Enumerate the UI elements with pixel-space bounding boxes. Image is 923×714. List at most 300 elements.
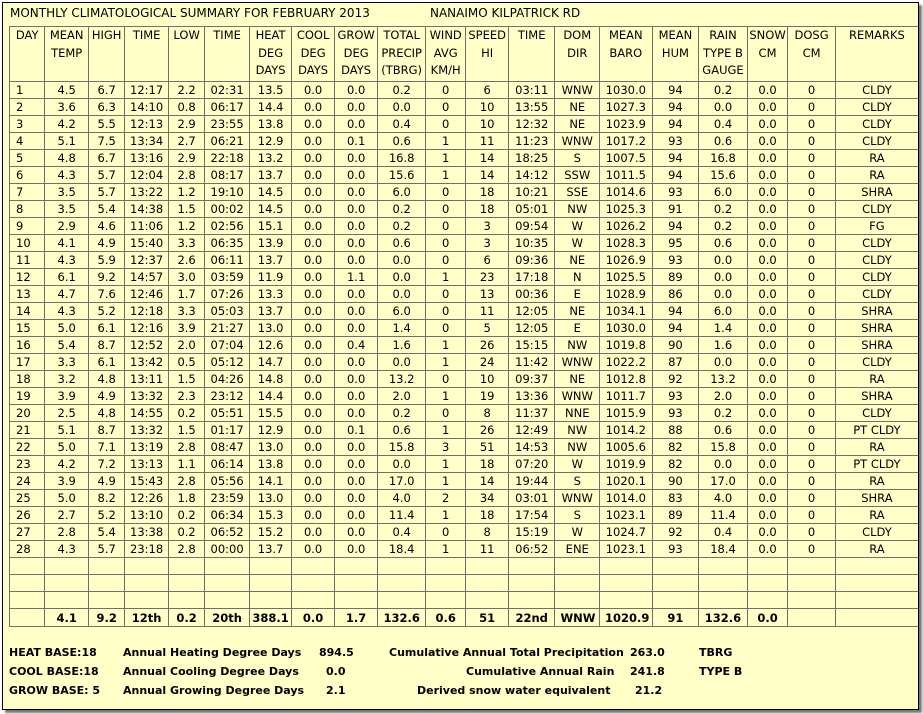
precip-unit: TBRG xyxy=(699,646,733,659)
table-cell: CLDY xyxy=(835,133,918,150)
table-cell: 2.0 xyxy=(699,388,748,405)
table-cell xyxy=(835,558,918,575)
table-cell: 7.2 xyxy=(88,456,124,473)
table-row xyxy=(10,99,919,116)
table-cell: 0 xyxy=(788,524,836,541)
table-cell: WNW xyxy=(555,133,600,150)
table-cell: 12:18 xyxy=(125,303,169,320)
table-cell: 1.5 xyxy=(168,422,204,439)
table-cell xyxy=(125,592,169,609)
table-cell: 18:25 xyxy=(508,150,555,167)
table-cell: 11:42 xyxy=(508,354,555,371)
table-cell: 7.5 xyxy=(88,133,124,150)
table-cell: 0 xyxy=(788,473,836,490)
table-cell: 13.2 xyxy=(378,371,426,388)
table-cell: 0.0 xyxy=(747,150,787,167)
table-cell: 5.7 xyxy=(88,167,124,184)
table-cell: 1 xyxy=(425,422,465,439)
table-cell xyxy=(45,575,89,592)
table-cell: 4.3 xyxy=(45,303,89,320)
table-cell: S xyxy=(555,150,600,167)
table-cell: 93 xyxy=(652,252,699,269)
table-cell xyxy=(747,558,787,575)
table-cell: 0.0 xyxy=(334,116,378,133)
table-cell: 18 xyxy=(466,507,509,524)
table-cell xyxy=(788,592,836,609)
table-cell: 1 xyxy=(425,456,465,473)
table-cell xyxy=(334,558,378,575)
table-cell: 0.0 xyxy=(747,524,787,541)
table-row xyxy=(10,422,919,439)
table-cell: 0 xyxy=(788,150,836,167)
table-row xyxy=(10,456,919,473)
table-cell xyxy=(699,592,748,609)
table-cell: 0 xyxy=(788,439,836,456)
table-cell: 3.3 xyxy=(45,354,89,371)
table-cell: 03:11 xyxy=(508,82,555,99)
table-cell: 4.9 xyxy=(88,388,124,405)
table-cell: 0 xyxy=(788,269,836,286)
table-cell xyxy=(466,592,509,609)
table-cell xyxy=(292,592,335,609)
table-row xyxy=(10,269,919,286)
table-cell: 22:18 xyxy=(205,150,250,167)
table-cell: E xyxy=(555,286,600,303)
table-cell: 5.0 xyxy=(45,320,89,337)
table-cell: 1030.0 xyxy=(600,320,653,337)
table-cell xyxy=(334,575,378,592)
table-row xyxy=(10,286,919,303)
table-cell: 11 xyxy=(466,303,509,320)
table-cell: 8 xyxy=(466,405,509,422)
table-cell: 0.0 xyxy=(292,320,335,337)
table-cell: NW xyxy=(555,201,600,218)
table-cell: 83 xyxy=(652,490,699,507)
total-cell: 132.6 xyxy=(699,609,748,627)
table-cell: 17:18 xyxy=(508,269,555,286)
table-cell: 0.0 xyxy=(292,490,335,507)
table-cell: 14:38 xyxy=(125,201,169,218)
table-cell: 4.5 xyxy=(45,82,89,99)
table-cell: 12 xyxy=(10,269,45,286)
total-cell: 51 xyxy=(466,609,509,627)
table-cell xyxy=(835,592,918,609)
table-cell: 13:13 xyxy=(125,456,169,473)
table-cell: 5.0 xyxy=(45,490,89,507)
table-cell: 4.0 xyxy=(378,490,426,507)
table-cell: 17:54 xyxy=(508,507,555,524)
table-cell: 90 xyxy=(652,473,699,490)
table-cell: 13:32 xyxy=(125,388,169,405)
table-cell: 0.0 xyxy=(334,371,378,388)
table-cell: CLDY xyxy=(835,252,918,269)
table-cell: 12:49 xyxy=(508,422,555,439)
table-cell: 0.0 xyxy=(292,218,335,235)
table-cell: WNW xyxy=(555,388,600,405)
table-cell: 7 xyxy=(10,184,45,201)
table-cell: 1011.5 xyxy=(600,167,653,184)
table-cell: 4.9 xyxy=(88,235,124,252)
table-cell: 2 xyxy=(10,99,45,116)
table-cell: 23:18 xyxy=(125,541,169,558)
table-cell: 3.2 xyxy=(45,371,89,388)
table-cell: 1024.7 xyxy=(600,524,653,541)
table-cell: 14 xyxy=(466,150,509,167)
table-cell: 0 xyxy=(425,116,465,133)
table-cell: 0.0 xyxy=(699,354,748,371)
table-cell: 1015.9 xyxy=(600,405,653,422)
table-cell: 1.8 xyxy=(168,490,204,507)
table-cell: 1023.1 xyxy=(600,507,653,524)
table-cell: 6.0 xyxy=(378,184,426,201)
table-cell: 11.4 xyxy=(378,507,426,524)
table-cell: 5.1 xyxy=(45,133,89,150)
heat-degree-label: Annual Heating Degree Days xyxy=(123,646,302,659)
table-cell: 1014.6 xyxy=(600,184,653,201)
table-cell: 0.0 xyxy=(292,371,335,388)
table-cell: 0.0 xyxy=(334,99,378,116)
total-cell: WNW xyxy=(555,609,600,627)
table-row xyxy=(10,116,919,133)
table-cell xyxy=(600,575,653,592)
table-cell: 2.9 xyxy=(168,150,204,167)
table-cell: 13.7 xyxy=(249,541,292,558)
table-cell: 12.9 xyxy=(249,422,292,439)
table-cell: 4.3 xyxy=(45,167,89,184)
table-cell: 0.0 xyxy=(747,439,787,456)
total-cell: 388.1 xyxy=(249,609,292,627)
table-cell: 0 xyxy=(425,201,465,218)
table-cell: 07:04 xyxy=(205,337,250,354)
table-cell: 4.0 xyxy=(699,490,748,507)
table-cell: 1 xyxy=(10,82,45,99)
table-cell: 15.2 xyxy=(249,524,292,541)
table-cell: 0 xyxy=(788,303,836,320)
table-cell: 0.0 xyxy=(747,116,787,133)
table-cell: 94 xyxy=(652,320,699,337)
table-cell: 06:21 xyxy=(205,133,250,150)
table-cell: 0 xyxy=(788,388,836,405)
column-header: DOM DIR xyxy=(555,27,600,82)
table-cell: 12:52 xyxy=(125,337,169,354)
table-cell: RA xyxy=(835,541,918,558)
table-cell: 09:36 xyxy=(508,252,555,269)
table-cell xyxy=(334,592,378,609)
table-cell: 86 xyxy=(652,286,699,303)
table-cell: 07:26 xyxy=(205,286,250,303)
table-cell: 15.8 xyxy=(378,439,426,456)
table-cell: 14:10 xyxy=(125,99,169,116)
totals-row xyxy=(10,609,919,627)
table-cell: 0.0 xyxy=(292,116,335,133)
table-cell: 00:36 xyxy=(508,286,555,303)
table-cell: CLDY xyxy=(835,405,918,422)
total-cell xyxy=(10,609,45,627)
table-cell xyxy=(88,575,124,592)
table-cell: 13.9 xyxy=(249,235,292,252)
total-cell: 12th xyxy=(125,609,169,627)
table-cell: 10:21 xyxy=(508,184,555,201)
table-cell xyxy=(425,575,465,592)
heat-base: HEAT BASE:18 xyxy=(9,646,97,659)
total-cell: 1020.9 xyxy=(600,609,653,627)
table-cell: 0 xyxy=(788,167,836,184)
table-cell: 0.0 xyxy=(334,541,378,558)
total-cell: 20th xyxy=(205,609,250,627)
table-cell: 0.0 xyxy=(747,286,787,303)
table-cell: RA xyxy=(835,439,918,456)
table-cell: 12:04 xyxy=(125,167,169,184)
table-cell: 26 xyxy=(466,337,509,354)
table-cell: 0.0 xyxy=(747,354,787,371)
table-cell: 0.0 xyxy=(334,388,378,405)
table-cell: 5.0 xyxy=(45,439,89,456)
table-cell: SHRA xyxy=(835,184,918,201)
table-cell xyxy=(205,592,250,609)
table-cell: 4.3 xyxy=(45,541,89,558)
table-cell: 3.9 xyxy=(168,320,204,337)
table-cell: NE xyxy=(555,116,600,133)
table-cell: 1.6 xyxy=(699,337,748,354)
table-row xyxy=(10,218,919,235)
table-cell: W xyxy=(555,235,600,252)
table-cell: 16.8 xyxy=(378,150,426,167)
column-header: WIND AVG KM/H xyxy=(425,27,465,82)
column-header: GROW DEG DAYS xyxy=(334,27,378,82)
table-cell: 0.0 xyxy=(747,541,787,558)
table-cell: 22 xyxy=(10,439,45,456)
table-cell: 06:11 xyxy=(205,252,250,269)
table-cell: 13.0 xyxy=(249,320,292,337)
table-cell: 94 xyxy=(652,218,699,235)
table-cell: 5.4 xyxy=(45,337,89,354)
table-row xyxy=(10,371,919,388)
table-cell: NE xyxy=(555,303,600,320)
table-cell: 0.0 xyxy=(334,303,378,320)
table-cell: 51 xyxy=(466,439,509,456)
table-cell xyxy=(378,575,426,592)
table-cell xyxy=(45,558,89,575)
table-cell: 92 xyxy=(652,524,699,541)
table-cell xyxy=(835,575,918,592)
table-cell: 11:37 xyxy=(508,405,555,422)
table-cell xyxy=(45,592,89,609)
table-cell: 13:34 xyxy=(125,133,169,150)
column-header: COOL DEG DAYS xyxy=(292,27,335,82)
table-cell: 91 xyxy=(652,201,699,218)
table-cell xyxy=(125,558,169,575)
cool-degree-label: Annual Cooling Degree Days xyxy=(123,665,299,678)
table-cell: N xyxy=(555,269,600,286)
table-cell: 13.8 xyxy=(249,456,292,473)
blank-row xyxy=(10,592,919,609)
table-cell: NW xyxy=(555,439,600,456)
total-cell: 9.2 xyxy=(88,609,124,627)
table-cell xyxy=(249,592,292,609)
table-cell: 12:13 xyxy=(125,116,169,133)
table-cell: 00:02 xyxy=(205,201,250,218)
table-cell: RA xyxy=(835,371,918,388)
table-cell: 7.6 xyxy=(88,286,124,303)
table-cell: 04:26 xyxy=(205,371,250,388)
table-cell: 05:01 xyxy=(508,201,555,218)
table-cell: 13:36 xyxy=(508,388,555,405)
table-cell: 23 xyxy=(10,456,45,473)
table-cell: 1023.9 xyxy=(600,116,653,133)
table-cell: 93 xyxy=(652,388,699,405)
table-cell: 8.7 xyxy=(88,337,124,354)
table-row xyxy=(10,82,919,99)
table-cell: 1028.9 xyxy=(600,286,653,303)
table-cell: 0.0 xyxy=(747,133,787,150)
table-cell: 05:56 xyxy=(205,473,250,490)
table-cell: RA xyxy=(835,507,918,524)
grow-degree-value: 2.1 xyxy=(326,684,346,697)
table-cell: 11.4 xyxy=(699,507,748,524)
table-cell: 15.1 xyxy=(249,218,292,235)
table-cell xyxy=(88,592,124,609)
table-cell: 3.9 xyxy=(45,473,89,490)
table-cell xyxy=(699,558,748,575)
table-cell xyxy=(555,575,600,592)
column-header: MEAN BARO xyxy=(600,27,653,82)
table-cell: 0 xyxy=(788,456,836,473)
table-cell: 1 xyxy=(425,269,465,286)
table-cell: W xyxy=(555,456,600,473)
table-cell: 6 xyxy=(466,252,509,269)
table-cell: 0.0 xyxy=(747,303,787,320)
table-cell: 0.0 xyxy=(747,320,787,337)
table-row xyxy=(10,507,919,524)
table-cell: 1011.7 xyxy=(600,388,653,405)
table-cell: 3.6 xyxy=(45,99,89,116)
table-cell: PT CLDY xyxy=(835,422,918,439)
table-cell: 08:47 xyxy=(205,439,250,456)
table-cell: 0.2 xyxy=(168,405,204,422)
table-cell: 1 xyxy=(425,167,465,184)
table-cell: 14 xyxy=(466,167,509,184)
table-cell: 00:00 xyxy=(205,541,250,558)
table-cell: 12:17 xyxy=(125,82,169,99)
title-bar xyxy=(3,3,918,23)
table-cell: 5.4 xyxy=(88,524,124,541)
header-row xyxy=(10,27,919,82)
table-cell: 25 xyxy=(10,490,45,507)
table-cell: 0.0 xyxy=(334,473,378,490)
table-row xyxy=(10,354,919,371)
table-cell: 0 xyxy=(788,82,836,99)
table-cell: 0.0 xyxy=(747,422,787,439)
table-cell: 0 xyxy=(788,371,836,388)
table-cell: 15:15 xyxy=(508,337,555,354)
table-cell: 4.9 xyxy=(88,473,124,490)
table-cell: 15.5 xyxy=(249,405,292,422)
table-cell: 2.7 xyxy=(168,133,204,150)
table-cell: 0.0 xyxy=(699,99,748,116)
table-cell: 94 xyxy=(652,303,699,320)
table-cell: 1019.8 xyxy=(600,337,653,354)
table-cell: 94 xyxy=(652,116,699,133)
table-cell: 0.0 xyxy=(292,99,335,116)
table-cell: 2.8 xyxy=(168,541,204,558)
annual-summary xyxy=(3,633,918,709)
table-cell: 0 xyxy=(425,320,465,337)
table-cell: 18.4 xyxy=(378,541,426,558)
table-cell: 1 xyxy=(425,150,465,167)
table-cell xyxy=(168,592,204,609)
table-cell: 14:53 xyxy=(508,439,555,456)
table-cell: 89 xyxy=(652,507,699,524)
table-cell: 13 xyxy=(466,286,509,303)
table-cell: 2.0 xyxy=(378,388,426,405)
table-cell: 0.0 xyxy=(747,473,787,490)
table-cell: 12.6 xyxy=(249,337,292,354)
table-cell: 13:16 xyxy=(125,150,169,167)
table-cell: 0.0 xyxy=(334,167,378,184)
table-cell: 0.5 xyxy=(168,354,204,371)
table-cell: 10 xyxy=(466,371,509,388)
table-cell: 12:05 xyxy=(508,320,555,337)
table-cell xyxy=(249,575,292,592)
table-row xyxy=(10,150,919,167)
table-cell: 17.0 xyxy=(699,473,748,490)
table-cell: 0.0 xyxy=(747,337,787,354)
table-cell: 1.5 xyxy=(168,371,204,388)
table-cell: 08:17 xyxy=(205,167,250,184)
table-cell: 0.0 xyxy=(292,201,335,218)
table-cell: 1 xyxy=(425,541,465,558)
table-cell: 06:17 xyxy=(205,99,250,116)
table-cell: CLDY xyxy=(835,269,918,286)
table-cell: 1 xyxy=(425,354,465,371)
table-cell: SHRA xyxy=(835,303,918,320)
table-cell: 0.0 xyxy=(747,371,787,388)
table-cell: 1026.2 xyxy=(600,218,653,235)
grow-base: GROW BASE: 5 xyxy=(9,684,101,697)
table-cell: 4.3 xyxy=(45,252,89,269)
table-cell: 19 xyxy=(466,388,509,405)
table-cell: 5 xyxy=(466,320,509,337)
table-cell: 0 xyxy=(425,252,465,269)
table-cell: 2.8 xyxy=(168,167,204,184)
table-cell: 4.2 xyxy=(45,116,89,133)
table-cell: 6.7 xyxy=(88,150,124,167)
table-cell: 15.8 xyxy=(699,439,748,456)
table-cell: 1.2 xyxy=(168,218,204,235)
table-cell: 0.0 xyxy=(334,490,378,507)
table-cell: ENE xyxy=(555,541,600,558)
table-cell: 4.8 xyxy=(45,150,89,167)
total-cell: 0.0 xyxy=(292,609,335,627)
table-cell: 4.8 xyxy=(88,405,124,422)
table-cell: 8.2 xyxy=(88,490,124,507)
table-row xyxy=(10,133,919,150)
column-header: TIME xyxy=(508,27,555,82)
table-cell: 5.4 xyxy=(88,201,124,218)
table-cell: 0.0 xyxy=(292,422,335,439)
table-cell: 0.0 xyxy=(292,133,335,150)
table-cell: 0 xyxy=(788,235,836,252)
table-cell: 2.8 xyxy=(168,473,204,490)
table-cell: 0.0 xyxy=(747,269,787,286)
table-cell xyxy=(555,558,600,575)
total-cell: 0.6 xyxy=(425,609,465,627)
table-cell: 1 xyxy=(425,507,465,524)
table-cell: 16 xyxy=(10,337,45,354)
total-cell xyxy=(835,609,918,627)
table-cell: 13.7 xyxy=(249,167,292,184)
table-cell: 0.0 xyxy=(292,524,335,541)
